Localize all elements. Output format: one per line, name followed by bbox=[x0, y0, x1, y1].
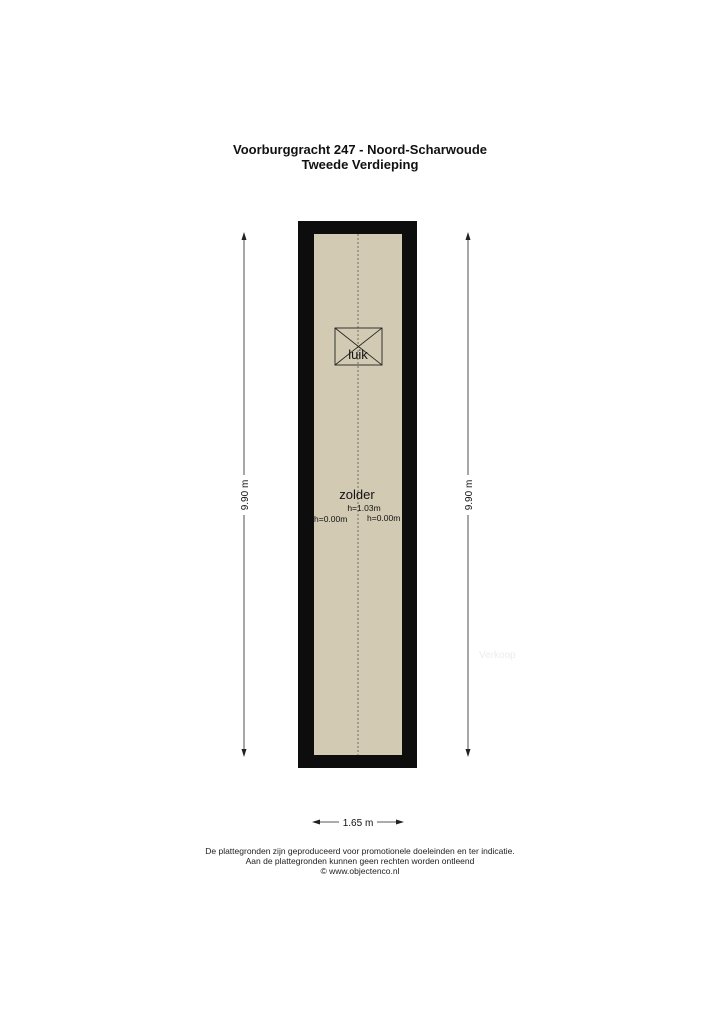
hatch-label: luik bbox=[348, 347, 368, 362]
dimension-bottom-label: 1.65 m bbox=[342, 818, 374, 829]
disclaimer-line-2: Aan de plattegronden kunnen geen rechten worden ontleend bbox=[245, 856, 475, 866]
disclaimer-line-1: De plattegronden zijn geproduceerd voor promotionele doeleinden en ter indicatie. bbox=[205, 846, 515, 856]
height-left: h=0.00m bbox=[314, 514, 348, 524]
room-height: h=1.03m bbox=[347, 503, 381, 513]
copyright: © www.objectenco.nl bbox=[320, 866, 400, 876]
floor-name: Tweede Verdieping bbox=[301, 157, 419, 172]
watermark: Verkoop bbox=[479, 650, 516, 661]
dimension-right-label: 9.90 m bbox=[464, 479, 475, 511]
dimension-left-label: 9.90 m bbox=[240, 479, 251, 511]
room-name: zolder bbox=[339, 487, 375, 502]
height-right: h=0.00m bbox=[367, 513, 401, 523]
plan-title: Voorburggracht 247 - Noord-Scharwoude bbox=[232, 142, 487, 157]
